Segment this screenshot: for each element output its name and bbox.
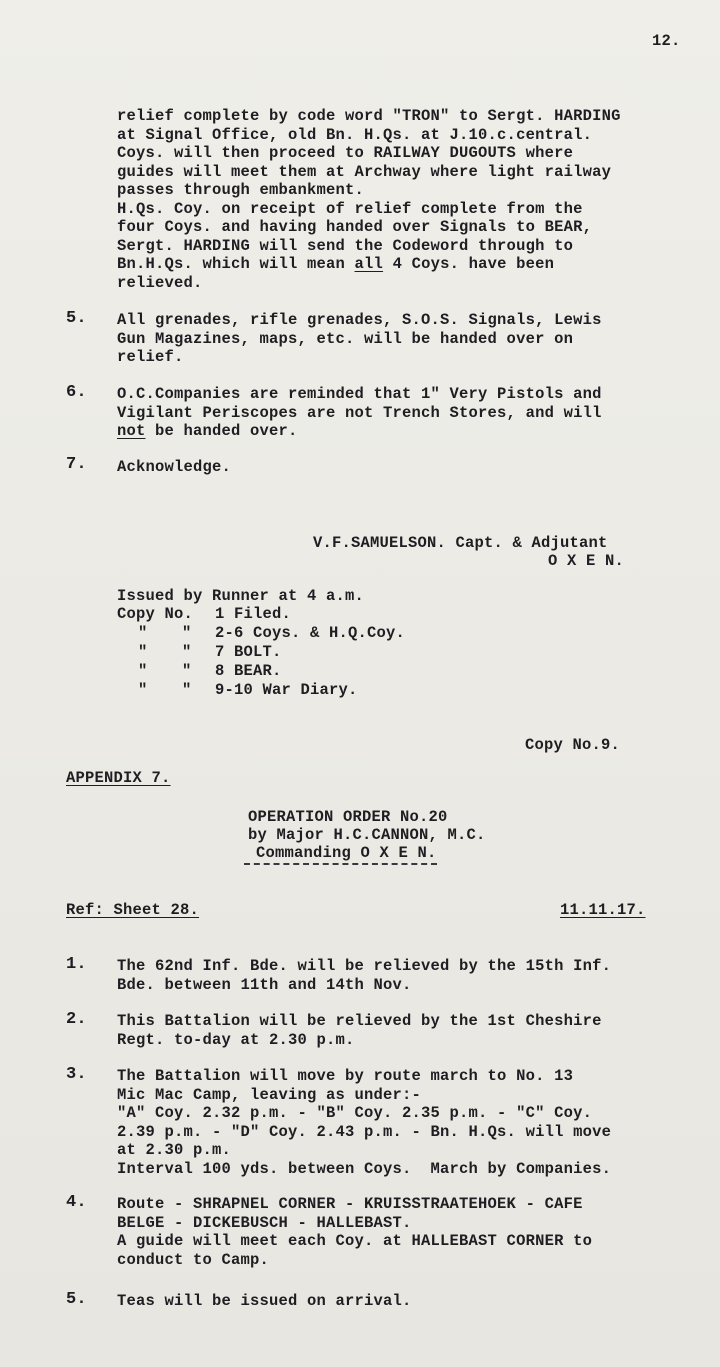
text-line: Gun Magazines, maps, etc. will be handed over on xyxy=(117,329,574,348)
ditto-mark: " xyxy=(182,624,192,642)
ditto-mark: " xyxy=(182,681,192,699)
order-title: OPERATION ORDER No.20 xyxy=(248,808,448,826)
order-item-5 xyxy=(117,1292,707,1311)
signature-unit: O X E N. xyxy=(548,552,625,570)
text-line: All grenades, rifle grenades, S.O.S. Signals, Lewis xyxy=(117,311,602,329)
copy-entry: 1 Filed. xyxy=(215,605,292,623)
appendix-heading: APPENDIX 7. xyxy=(66,769,171,787)
copy-number: Copy No.9. xyxy=(525,736,621,754)
text-line: Coys. will then proceed to RAILWAY DUGOUTS where xyxy=(117,144,574,162)
order-commanding: Commanding O X E N. xyxy=(244,844,437,865)
text-line: at 2.30 p.m. xyxy=(117,1141,232,1159)
order-item-2 xyxy=(117,1012,707,1049)
text-line: conduct to Camp. xyxy=(117,1250,270,1269)
text-line xyxy=(117,255,707,274)
text-line: at Signal Office, old Bn. H.Qs. at J.10.c.central. xyxy=(117,125,593,144)
text-line: 2.39 p.m. - "D" Coy. 2.43 p.m. - Bn. H.Qs. will move xyxy=(117,1122,612,1141)
text-segment: Bn.H.Qs. which will mean xyxy=(117,255,355,273)
text-line: H.Qs. Coy. on receipt of relief complete from the xyxy=(117,199,583,218)
item-number: 4. xyxy=(66,1193,87,1212)
ditto-mark: " xyxy=(138,681,148,699)
text-line: Route - SHRAPNEL CORNER - KRUISSTRAATEHOEK - CAFE xyxy=(117,1195,583,1213)
order-commanding-wrap xyxy=(244,844,475,862)
reference: Ref: Sheet 28. xyxy=(66,901,200,919)
item-number: 5. xyxy=(66,1290,87,1309)
issued-line: Issued by Runner at 4 a.m. xyxy=(117,587,365,605)
text-line: The 62nd Inf. Bde. will be relieved by the 15th Inf. xyxy=(117,957,612,975)
text-line xyxy=(117,422,707,441)
copy-label: Copy No. xyxy=(117,605,194,623)
text-line: four Coys. and having handed over Signals to BEAR, xyxy=(117,218,593,236)
text-line: Sergt. HARDING will send the Codeword through to xyxy=(117,236,574,255)
order-date: 11.11.17. xyxy=(560,901,646,919)
text-line: BELGE - DICKEBUSCH - HALLEBAST. xyxy=(117,1213,412,1232)
order-item-3 xyxy=(117,1067,707,1178)
underlined-word: all xyxy=(354,255,384,273)
ditto-mark: " xyxy=(182,643,192,661)
item-number: 7. xyxy=(66,455,87,474)
item-number: 3. xyxy=(66,1065,87,1084)
text-line: Vigilant Periscopes are not Trench Stores, and will xyxy=(117,403,602,422)
text-line: Interval 100 yds. between Coys. March by Companies. xyxy=(117,1159,612,1178)
text-segment: 4 Coys. have been xyxy=(383,255,555,273)
page-number: 12. xyxy=(652,32,681,50)
ditto-mark: " xyxy=(138,643,148,661)
item-number: 2. xyxy=(66,1010,87,1029)
text-line: This Battalion will be relieved by the 1st Cheshire xyxy=(117,1012,602,1030)
order-item-1 xyxy=(117,957,707,994)
text-line: Bde. between 11th and 14th Nov. xyxy=(117,975,412,994)
text-line: The Battalion will move by route march to No. 13 xyxy=(117,1067,574,1085)
text-line: passes through embankment. xyxy=(117,181,365,199)
text-line: "A" Coy. 2.32 p.m. - "B" Coy. 2.35 p.m. - "C" Coy. xyxy=(117,1104,593,1122)
item-number: 1. xyxy=(66,955,87,974)
ditto-mark: " xyxy=(138,624,148,642)
copy-entry: 8 BEAR. xyxy=(215,662,282,680)
signature-name: V.F.SAMUELSON. Capt. & Adjutant xyxy=(313,534,608,552)
continuation-paragraph xyxy=(117,107,707,292)
text-line: Teas will be issued on arrival. xyxy=(117,1292,412,1310)
text-line: guides will meet them at Archway where light railway xyxy=(117,162,612,181)
text-line: Mic Mac Camp, leaving as under:- xyxy=(117,1085,422,1104)
order-item-4 xyxy=(117,1195,707,1269)
order-author: by Major H.C.CANNON, M.C. xyxy=(248,826,486,844)
text-line: relief. xyxy=(117,348,184,366)
item-5-text xyxy=(117,311,707,367)
text-line: relief complete by code word "TRON" to Sergt. HARDING xyxy=(117,107,621,125)
copy-entry: 7 BOLT. xyxy=(215,643,282,661)
item-6-text xyxy=(117,385,707,441)
copy-entry: 9-10 War Diary. xyxy=(215,681,358,699)
item-number: 6. xyxy=(66,383,87,402)
text-segment: be handed over. xyxy=(145,422,298,440)
ditto-mark: " xyxy=(182,662,192,680)
text-line: A guide will meet each Coy. at HALLEBAST CORNER to xyxy=(117,1232,593,1250)
underlined-word: not xyxy=(117,422,146,440)
text-line: O.C.Companies are reminded that 1" Very Pistols and xyxy=(117,385,602,403)
item-7-text: Acknowledge. xyxy=(117,458,232,476)
text-line: relieved. xyxy=(117,273,203,292)
item-number: 5. xyxy=(66,309,87,328)
ditto-mark: " xyxy=(138,662,148,680)
copy-entry: 2-6 Coys. & H.Q.Coy. xyxy=(215,624,406,642)
text-line: Regt. to-day at 2.30 p.m. xyxy=(117,1030,355,1049)
